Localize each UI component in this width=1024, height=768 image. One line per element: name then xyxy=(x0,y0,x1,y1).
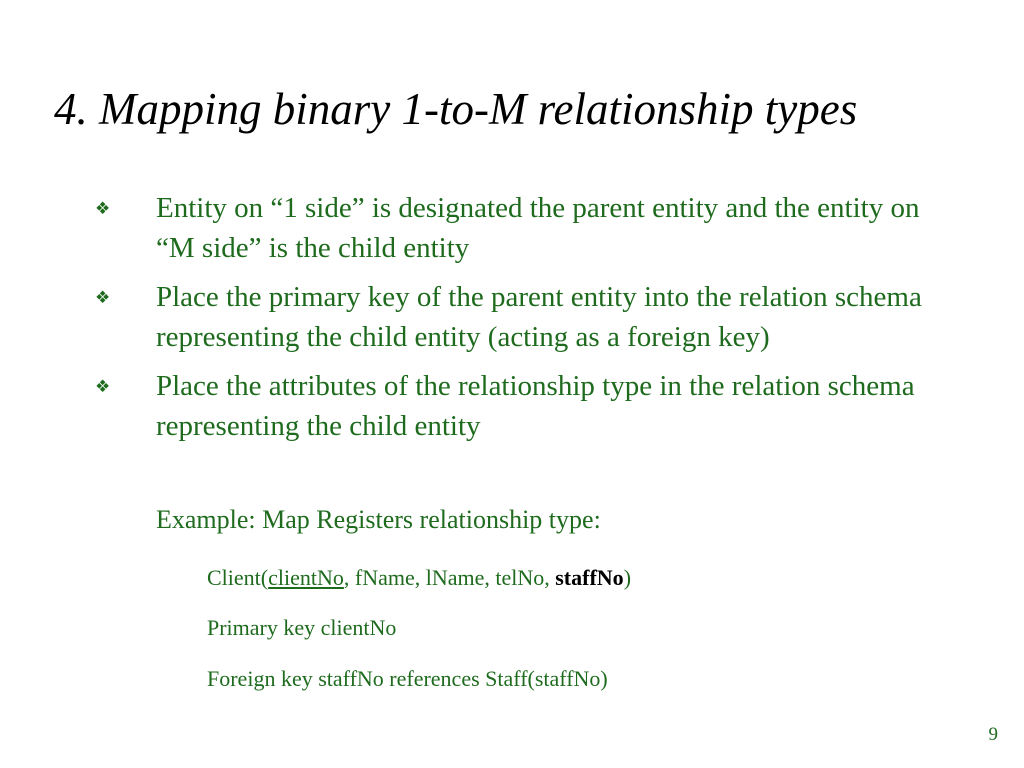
diamond-bullet-icon: ❖ xyxy=(95,377,111,396)
bullet-text: Place the primary key of the parent entity into the relation schema representing the child entity (acting as a foreign key) xyxy=(156,281,922,353)
primary-key-attribute: clientNo xyxy=(268,565,344,590)
example-heading: Example: Map Registers relationship type: xyxy=(156,505,601,534)
diamond-bullet-icon: ❖ xyxy=(95,199,111,218)
bullet-item xyxy=(95,277,965,357)
schema-prefix: Client( xyxy=(207,565,269,590)
primary-key-line: Primary key clientNo xyxy=(207,615,397,640)
slide-title: 4. Mapping binary 1-to-M relationship types xyxy=(54,84,858,134)
relation-schema xyxy=(207,565,631,591)
bullet-item xyxy=(95,366,965,446)
bullet-text: Place the attributes of the relationship type in the relation schema representing the child entity xyxy=(156,370,915,442)
schema-attributes: , fName, lName, telNo, xyxy=(343,565,556,590)
diamond-bullet-icon: ❖ xyxy=(95,288,111,307)
schema-suffix: ) xyxy=(623,565,632,590)
foreign-key-attribute: staffNo xyxy=(555,565,624,590)
bullet-item xyxy=(95,188,965,268)
bullet-text: Entity on “1 side” is designated the parent entity and the entity on “M side” is the child entity xyxy=(156,192,920,264)
bullet-list xyxy=(95,188,965,455)
page-number: 9 xyxy=(988,724,998,745)
foreign-key-line: Foreign key staffNo references Staff(staffNo) xyxy=(207,666,608,691)
